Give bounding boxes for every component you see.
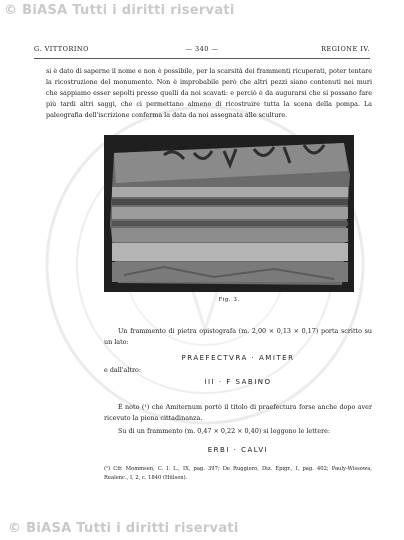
footnote: (¹) Cfr. Mommsen, C. I. L., IX, pag. 397; De Ruggiero, Diz. Epigr., I, pag. 402; Pauly-Wissowa, Realenc., I, 2, c. 1840 (Hülsen). [104,466,372,481]
paragraph-1: si è dato di saperne il nome e non è possibile, per la scarsità dei frammenti ricuperati, poter tentare la ricostruzione del monumento. Non è improbabile però che altri pezzi siano contenuti nei muri che sappiamo esser sepolti presso quelli da noi scavati: e perciò è da augurarsi che si possano fare più tardi altri saggi, che ci permettano almeno di ricostruire tutta la scena della pompa. La paleografia dell'iscrizione conferma la data da noi assegnata alle sculture. [46,67,372,119]
connector-text: e dall'altro: [104,366,142,374]
header-region: REGIONE IV. [321,45,370,53]
watermark-top: © BiASA Tutti i diritti riservati [4,3,235,18]
paragraph-3: È noto (¹) che Amiternum portò il titolo di praefectura forse anche dopo aver ricevuto la piena cittadinanza. [104,403,372,422]
figure-photo [104,135,354,292]
header-page-number: — 340 — [185,45,219,53]
paragraph-2: Un frammento di pietra opistografa (m. 2,00 × 0,13 × 0,17) porta scritto su un lato: [104,327,372,346]
inscription-2: III · F SABINO [204,378,272,386]
inscription-3: ERBI · CALVI [207,446,269,454]
header-author: G. VITTORINO [34,45,89,53]
figure-caption: Fig. 3. [218,297,240,303]
paragraph-4: Su di un frammento (m. 0,47 × 0,22 × 0,40) si leggono le lettere: [118,427,331,435]
running-header [34,45,370,57]
inscription-1: PRAEFECTVRA · AMITER [181,354,295,362]
header-rule [34,58,370,59]
watermark-bottom: © BiASA Tutti i diritti riservati [8,521,239,536]
